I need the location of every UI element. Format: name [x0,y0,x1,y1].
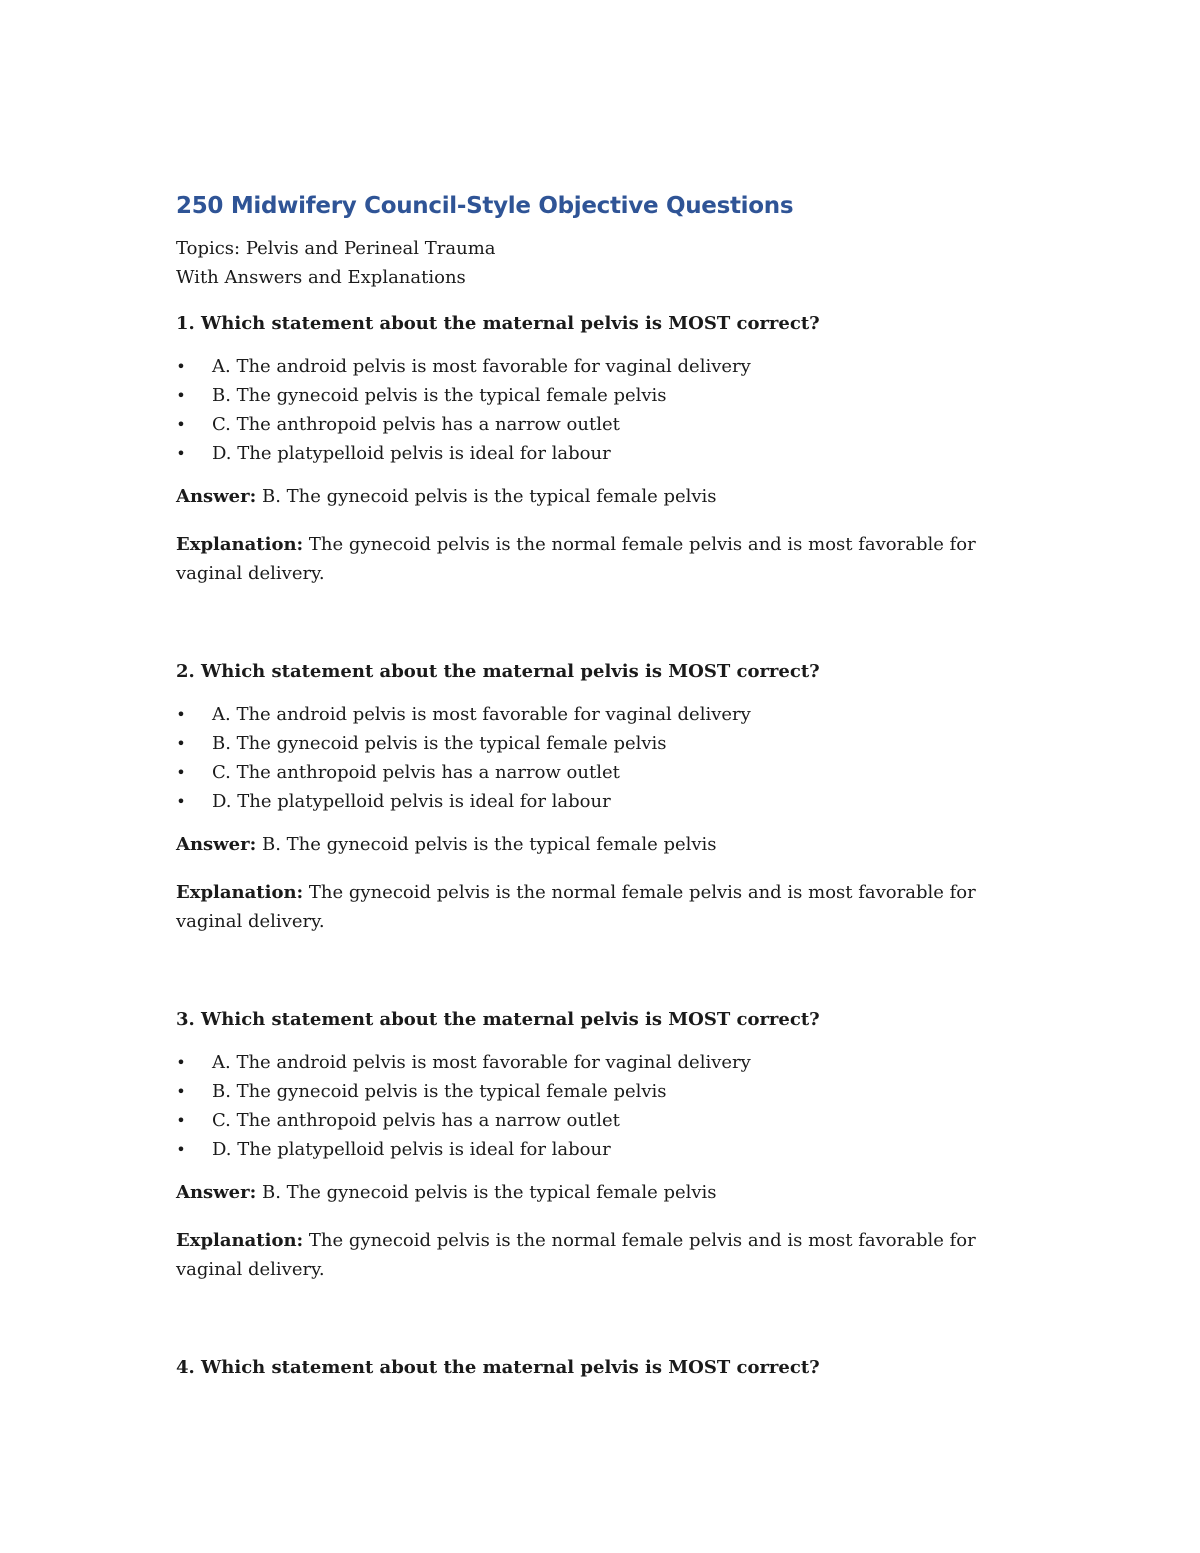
document-topics: Topics: Pelvis and Perineal Trauma [176,238,496,259]
document-title: 250 Midwifery Council-Style Objective Questions [176,193,794,219]
option-text: D. The platypelloid pelvis is ideal for labour [212,443,611,464]
option-item [176,439,1016,468]
answer-line [176,1178,1016,1207]
option-item [176,1135,1016,1164]
question-text: 4. Which statement about the maternal pelvis is MOST correct? [176,1357,820,1378]
option-text: A. The android pelvis is most favorable for vaginal delivery [212,1052,751,1073]
question-block [176,310,1016,588]
option-text: C. The anthropoid pelvis has a narrow outlet [212,414,620,435]
option-text: C. The anthropoid pelvis has a narrow outlet [212,1110,620,1131]
explanation-text: The gynecoid pelvis is the normal female pelvis and is most favorable for vaginal delivery. [176,534,976,584]
option-item [176,410,1016,439]
document-content [176,190,1016,1396]
explanation-line [176,1226,1016,1284]
explanation-label: Explanation: [176,534,304,555]
explanation-line [176,530,1016,588]
option-text: A. The android pelvis is most favorable for vaginal delivery [212,704,751,725]
option-item [176,381,1016,410]
option-text: B. The gynecoid pelvis is the typical female pelvis [212,385,667,406]
option-item [176,1106,1016,1135]
option-list [176,700,1016,816]
document-subtitle: With Answers and Explanations [176,267,466,288]
bullet-icon: • [176,1053,186,1072]
answer-label: Answer: [176,486,257,507]
answer-line [176,830,1016,859]
explanation-label: Explanation: [176,882,304,903]
answer-line [176,482,1016,511]
bullet-icon: • [176,705,186,724]
option-text: B. The gynecoid pelvis is the typical female pelvis [212,1081,667,1102]
bullet-icon: • [176,763,186,782]
answer-text: B. The gynecoid pelvis is the typical female pelvis [262,486,717,507]
explanation-label: Explanation: [176,1230,304,1251]
question-text: 1. Which statement about the maternal pelvis is MOST correct? [176,313,820,334]
option-item [176,787,1016,816]
option-text: A. The android pelvis is most favorable for vaginal delivery [212,356,751,377]
question-block [176,658,1016,936]
bullet-icon: • [176,792,186,811]
bullet-icon: • [176,415,186,434]
bullet-icon: • [176,1082,186,1101]
bullet-icon: • [176,357,186,376]
answer-text: B. The gynecoid pelvis is the typical female pelvis [262,834,717,855]
option-item [176,1077,1016,1106]
bullet-icon: • [176,444,186,463]
option-item [176,1048,1016,1077]
question-block [176,1354,1016,1382]
question-block [176,1006,1016,1284]
explanation-text: The gynecoid pelvis is the normal female pelvis and is most favorable for vaginal delivery. [176,882,976,932]
option-item [176,700,1016,729]
question-text: 3. Which statement about the maternal pelvis is MOST correct? [176,1009,820,1030]
answer-text: B. The gynecoid pelvis is the typical female pelvis [262,1182,717,1203]
option-text: B. The gynecoid pelvis is the typical female pelvis [212,733,667,754]
bullet-icon: • [176,734,186,753]
answer-label: Answer: [176,1182,257,1203]
option-item [176,352,1016,381]
explanation-text: The gynecoid pelvis is the normal female pelvis and is most favorable for vaginal delivery. [176,1230,976,1280]
bullet-icon: • [176,386,186,405]
option-text: D. The platypelloid pelvis is ideal for labour [212,791,611,812]
question-text: 2. Which statement about the maternal pelvis is MOST correct? [176,661,820,682]
option-list [176,1048,1016,1164]
bullet-icon: • [176,1111,186,1130]
explanation-line [176,878,1016,936]
option-text: D. The platypelloid pelvis is ideal for labour [212,1139,611,1160]
option-list [176,352,1016,468]
option-item [176,729,1016,758]
option-text: C. The anthropoid pelvis has a narrow outlet [212,762,620,783]
option-item [176,758,1016,787]
answer-label: Answer: [176,834,257,855]
bullet-icon: • [176,1140,186,1159]
